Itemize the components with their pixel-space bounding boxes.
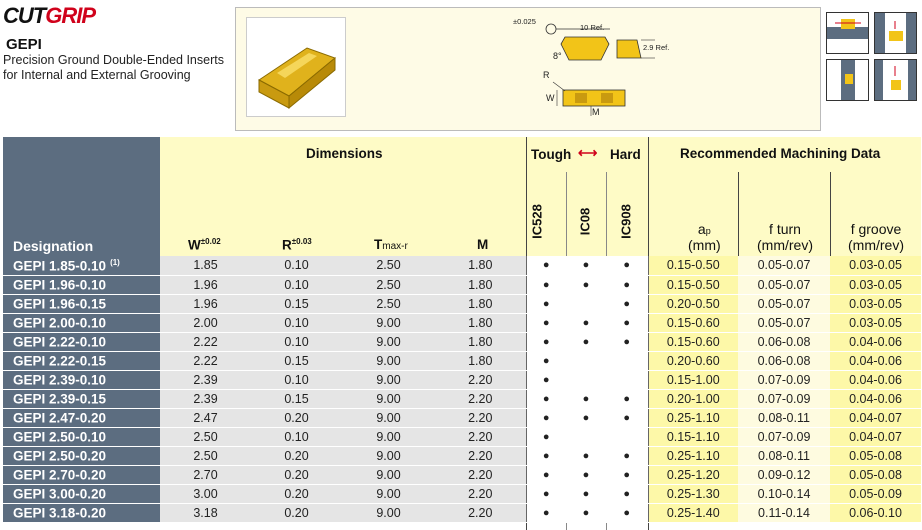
designation-header: Designation <box>13 238 94 254</box>
fg-cell: 0.06-0.10 <box>830 503 921 522</box>
divider <box>738 172 739 256</box>
m-cell: 2.20 <box>435 446 526 465</box>
g2-cell: ● <box>566 465 606 484</box>
ft-cell: 0.06-0.08 <box>738 351 830 370</box>
application-icons <box>826 12 918 102</box>
fg-cell: 0.03-0.05 <box>830 294 921 313</box>
designation-cell: GEPI 2.22-0.15 <box>3 351 160 370</box>
table-row <box>3 427 921 446</box>
g2-cell: ● <box>566 389 606 408</box>
designation-cell: GEPI 3.18-0.20 <box>3 503 160 522</box>
table-row <box>3 351 921 370</box>
r-header: $R^{\pm 0.03}$ <box>282 237 312 253</box>
table-row <box>3 332 921 351</box>
g2-cell: ● <box>566 313 606 332</box>
grade-ic528-header: IC528 <box>529 204 545 239</box>
ap-cell: 0.15-0.60 <box>648 332 738 351</box>
ap-cell: 0.15-0.50 <box>648 256 738 275</box>
tolerance-label: ±0.025 <box>513 17 536 26</box>
w-cell: 1.96 <box>160 275 251 294</box>
w-cell: 2.39 <box>160 389 251 408</box>
r-cell: 0.15 <box>251 351 342 370</box>
ap-cell: 0.25-1.20 <box>648 465 738 484</box>
g1-cell: ● <box>526 332 566 351</box>
w-cell: 3.00 <box>160 484 251 503</box>
radius-label: R <box>543 70 550 80</box>
fg-cell: 0.03-0.05 <box>830 256 921 275</box>
table-row <box>3 389 921 408</box>
g3-cell: ● <box>606 465 648 484</box>
table-row <box>3 465 921 484</box>
g1-cell: ● <box>526 313 566 332</box>
ft-cell: 0.11-0.14 <box>738 503 830 522</box>
table-row <box>3 370 921 389</box>
t-cell: 9.00 <box>342 465 435 484</box>
g2-cell <box>566 427 606 446</box>
dimensions-title: Dimensions <box>306 146 383 161</box>
g1-cell: ● <box>526 446 566 465</box>
g3-cell: ● <box>606 294 648 313</box>
machining-data-title: Recommended Machining Data <box>680 146 881 161</box>
g3-cell: ● <box>606 408 648 427</box>
insert-image-icon <box>247 18 347 118</box>
r-cell: 0.15 <box>251 389 342 408</box>
w-cell: 1.85 <box>160 256 251 275</box>
ap-cell: 0.15-0.50 <box>648 275 738 294</box>
designation-cell: GEPI 1.85-0.10 $^{(1)}$ <box>3 256 160 275</box>
fg-cell: 0.05-0.08 <box>830 465 921 484</box>
g2-cell: ● <box>566 275 606 294</box>
ap-cell: 0.15-0.60 <box>648 313 738 332</box>
table-row <box>3 256 921 275</box>
fg-cell: 0.04-0.07 <box>830 427 921 446</box>
designation-cell: GEPI 2.39-0.10 <box>3 370 160 389</box>
r-cell: 0.20 <box>251 465 342 484</box>
ap-cell: 0.25-1.10 <box>648 446 738 465</box>
t-cell: 9.00 <box>342 332 435 351</box>
g3-cell <box>606 427 648 446</box>
r-cell: 0.10 <box>251 256 342 275</box>
t-cell: 2.50 <box>342 256 435 275</box>
brand-logo: CUTGRIP <box>3 3 96 28</box>
g2-cell <box>566 294 606 313</box>
arrow-both-icon: ⟷ <box>578 145 598 160</box>
divider <box>830 172 831 256</box>
designation-cell: GEPI 1.96-0.15 <box>3 294 160 313</box>
g2-cell: ● <box>566 408 606 427</box>
ap-cell: 0.20-0.60 <box>648 351 738 370</box>
product-description <box>3 53 243 83</box>
designation-cell: GEPI 3.00-0.20 <box>3 484 160 503</box>
grade-ic08-header: IC08 <box>577 207 593 236</box>
ft-cell: 0.05-0.07 <box>738 256 830 275</box>
g3-cell: ● <box>606 484 648 503</box>
g3-cell: ● <box>606 389 648 408</box>
fg-cell: 0.03-0.05 <box>830 313 921 332</box>
w-header: $W^{\pm 0.02}$ <box>188 237 221 253</box>
r-cell: 0.20 <box>251 446 342 465</box>
ft-cell: 0.07-0.09 <box>738 370 830 389</box>
grade-ic908-header: IC908 <box>618 204 634 239</box>
w-cell: 2.50 <box>160 446 251 465</box>
m-header: M <box>477 237 489 252</box>
m-cell: 2.20 <box>435 465 526 484</box>
w-cell: 2.70 <box>160 465 251 484</box>
g1-cell: ● <box>526 370 566 389</box>
length-ref-label: 10 Ref. <box>580 23 605 32</box>
description-line-2: for Internal and External Grooving <box>3 68 191 82</box>
width-label: W <box>546 93 555 103</box>
application-icon-external <box>826 12 869 54</box>
table-row <box>3 313 921 332</box>
m-cell: 1.80 <box>435 275 526 294</box>
ft-cell: 0.08-0.11 <box>738 446 830 465</box>
designation-cell: GEPI 2.50-0.20 <box>3 446 160 465</box>
m-cell: 1.80 <box>435 351 526 370</box>
r-cell: 0.20 <box>251 503 342 522</box>
m-cell: 2.20 <box>435 389 526 408</box>
g3-cell: ● <box>606 313 648 332</box>
r-cell: 0.10 <box>251 427 342 446</box>
ft-cell: 0.05-0.07 <box>738 294 830 313</box>
fg-cell: 0.05-0.09 <box>830 484 921 503</box>
ap-cell: 0.25-1.40 <box>648 503 738 522</box>
g3-cell <box>606 351 648 370</box>
w-cell: 3.18 <box>160 503 251 522</box>
r-cell: 0.10 <box>251 313 342 332</box>
ap-cell: 0.25-1.30 <box>648 484 738 503</box>
ft-cell: 0.05-0.07 <box>738 275 830 294</box>
m-cell: 1.80 <box>435 332 526 351</box>
ft-cell: 0.09-0.12 <box>738 465 830 484</box>
t-cell: 9.00 <box>342 427 435 446</box>
g1-cell: ● <box>526 389 566 408</box>
ap-cell: 0.20-1.00 <box>648 389 738 408</box>
t-cell: 2.50 <box>342 275 435 294</box>
f-turn-header: f turn (mm/rev) <box>757 221 813 253</box>
g3-cell: ● <box>606 256 648 275</box>
fg-cell: 0.04-0.06 <box>830 389 921 408</box>
ft-cell: 0.10-0.14 <box>738 484 830 503</box>
application-icon-face <box>826 59 869 101</box>
m-cell: 1.80 <box>435 294 526 313</box>
g1-cell: ● <box>526 408 566 427</box>
g3-cell: ● <box>606 446 648 465</box>
r-cell: 0.15 <box>251 294 342 313</box>
t-cell: 9.00 <box>342 351 435 370</box>
product-name: GEPI <box>6 36 42 53</box>
g3-cell <box>606 370 648 389</box>
t-header: Tmax-r <box>374 237 408 252</box>
ap-cell: 0.20-0.50 <box>648 294 738 313</box>
table-row <box>3 446 921 465</box>
designation-cell: GEPI 1.96-0.10 <box>3 275 160 294</box>
designation-cell: GEPI 2.00-0.10 <box>3 313 160 332</box>
ft-cell: 0.05-0.07 <box>738 313 830 332</box>
fg-cell: 0.05-0.08 <box>830 446 921 465</box>
f-groove-header: f groove (mm/rev) <box>848 221 904 253</box>
g2-cell: ● <box>566 484 606 503</box>
m-cell: 2.20 <box>435 370 526 389</box>
g1-cell: ● <box>526 465 566 484</box>
m-label: M <box>592 107 600 117</box>
description-line-1: Precision Ground Double-Ended Inserts <box>3 53 224 67</box>
g1-cell: ● <box>526 427 566 446</box>
designation-cell: GEPI 2.47-0.20 <box>3 408 160 427</box>
t-cell: 9.00 <box>342 389 435 408</box>
t-cell: 2.50 <box>342 294 435 313</box>
fg-cell: 0.04-0.06 <box>830 351 921 370</box>
ft-cell: 0.07-0.09 <box>738 389 830 408</box>
g1-cell: ● <box>526 503 566 522</box>
w-cell: 2.47 <box>160 408 251 427</box>
t-cell: 9.00 <box>342 408 435 427</box>
g3-cell: ● <box>606 332 648 351</box>
t-cell: 9.00 <box>342 484 435 503</box>
g1-cell: ● <box>526 294 566 313</box>
w-cell: 2.00 <box>160 313 251 332</box>
g2-cell: ● <box>566 446 606 465</box>
m-cell: 2.20 <box>435 427 526 446</box>
g1-cell: ● <box>526 256 566 275</box>
w-cell: 2.22 <box>160 351 251 370</box>
ft-cell: 0.06-0.08 <box>738 332 830 351</box>
g2-cell: ● <box>566 332 606 351</box>
r-cell: 0.10 <box>251 370 342 389</box>
g3-cell: ● <box>606 503 648 522</box>
m-cell: 2.20 <box>435 503 526 522</box>
m-cell: 1.80 <box>435 313 526 332</box>
g3-cell: ● <box>606 275 648 294</box>
ap-header: ap (mm) <box>688 221 721 253</box>
g1-cell: ● <box>526 351 566 370</box>
designation-cell: GEPI 2.70-0.20 <box>3 465 160 484</box>
designation-cell: GEPI 2.22-0.10 <box>3 332 160 351</box>
g1-cell: ● <box>526 484 566 503</box>
fg-cell: 0.03-0.05 <box>830 275 921 294</box>
g2-cell <box>566 351 606 370</box>
g1-cell: ● <box>526 275 566 294</box>
designation-cell: GEPI 2.50-0.10 <box>3 427 160 446</box>
table-row <box>3 503 921 522</box>
t-cell: 9.00 <box>342 370 435 389</box>
t-cell: 9.00 <box>342 446 435 465</box>
g2-cell: ● <box>566 503 606 522</box>
ap-cell: 0.15-1.10 <box>648 427 738 446</box>
table-row <box>3 294 921 313</box>
application-icon-internal <box>874 12 917 54</box>
g2-cell: ● <box>566 256 606 275</box>
table-row <box>3 275 921 294</box>
ap-cell: 0.25-1.10 <box>648 408 738 427</box>
t-cell: 9.00 <box>342 313 435 332</box>
height-ref-label: 2.9 Ref. <box>643 43 670 52</box>
ap-cell: 0.15-1.00 <box>648 370 738 389</box>
m-cell: 2.20 <box>435 408 526 427</box>
ft-cell: 0.07-0.09 <box>738 427 830 446</box>
t-cell: 9.00 <box>342 503 435 522</box>
ft-cell: 0.08-0.11 <box>738 408 830 427</box>
inserts-table <box>3 256 921 523</box>
m-cell: 1.80 <box>435 256 526 275</box>
tough-label: Tough <box>531 147 572 162</box>
angle-label: 8° <box>553 51 562 61</box>
fg-cell: 0.04-0.07 <box>830 408 921 427</box>
m-cell: 2.20 <box>435 484 526 503</box>
w-cell: 2.39 <box>160 370 251 389</box>
insert-photo <box>246 17 346 117</box>
hard-label: Hard <box>610 147 641 162</box>
fg-cell: 0.04-0.06 <box>830 332 921 351</box>
w-cell: 2.50 <box>160 427 251 446</box>
fg-cell: 0.04-0.06 <box>830 370 921 389</box>
r-cell: 0.20 <box>251 408 342 427</box>
g2-cell <box>566 370 606 389</box>
r-cell: 0.10 <box>251 275 342 294</box>
w-cell: 2.22 <box>160 332 251 351</box>
table-row <box>3 408 921 427</box>
w-cell: 1.96 <box>160 294 251 313</box>
r-cell: 0.10 <box>251 332 342 351</box>
r-cell: 0.20 <box>251 484 342 503</box>
designation-cell: GEPI 2.39-0.15 <box>3 389 160 408</box>
application-icon-parting <box>874 59 917 101</box>
table-row <box>3 484 921 503</box>
